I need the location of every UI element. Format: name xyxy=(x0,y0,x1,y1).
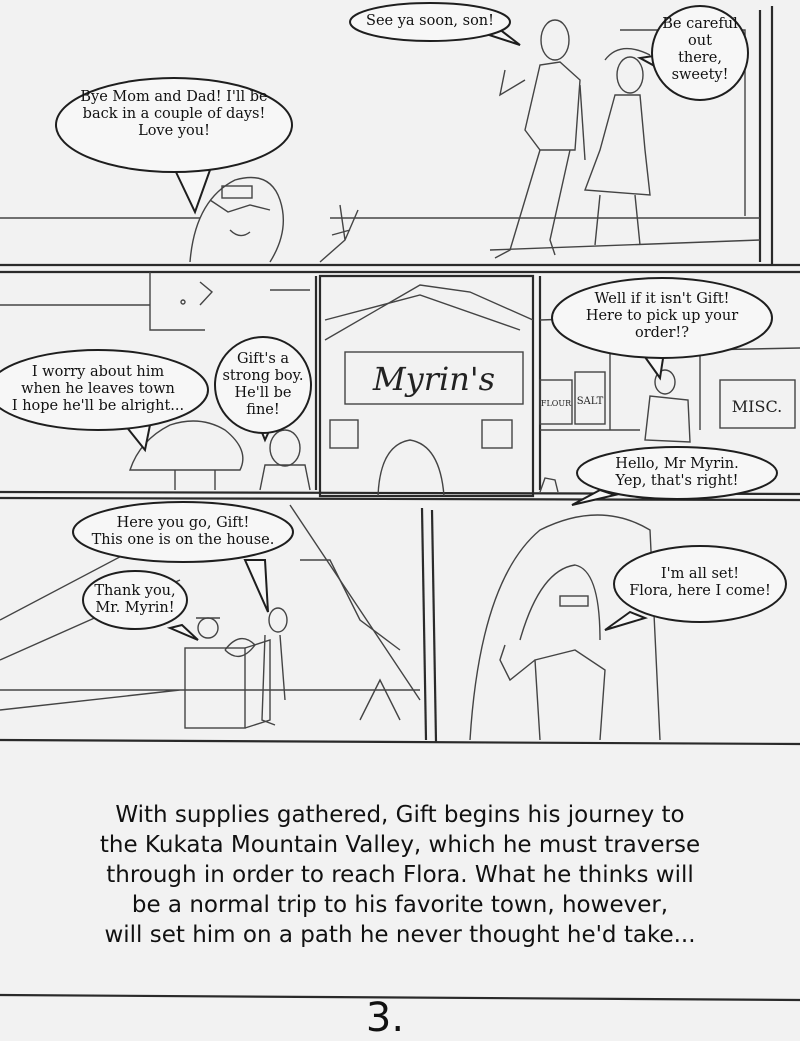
narration-caption: With supplies gathered, Gift begins his journey to the Kukata Mountain Valley, which he must traverse through in order to reach Flora. What he thinks will be a normal trip to his favorite town, however, will set him on a path he never thought he'd take... xyxy=(99,802,701,948)
p1-mom-speech: Be careful out there, sweety! xyxy=(662,16,738,83)
p1-dad-speech: See ya soon, son! xyxy=(366,13,494,29)
sack-flour-label: FLOUR xyxy=(540,399,572,408)
p4-myrin-speech: Well if it isn't Gift! Here to pick up your order!? xyxy=(585,291,739,341)
p4-gift-speech: Hello, Mr Myrin. Yep, that's right! xyxy=(615,456,739,489)
sack-salt-label: SALT xyxy=(576,396,604,407)
p2-dad-speech: Gift's a strong boy. He'll be fine! xyxy=(222,351,304,418)
misc-sign: MISC. xyxy=(731,397,783,416)
shop-sign: Myrin's xyxy=(372,360,496,398)
p1-gift-speech: Bye Mom and Dad! I'll be back in a couple of days! Love you! xyxy=(80,89,268,139)
p6-gift-speech: I'm all set! Flora, here I come! xyxy=(629,566,771,599)
page-number: 3. xyxy=(365,995,405,1041)
p5-gift-speech: Thank you, Mr. Myrin! xyxy=(94,583,176,616)
p5-myrin-speech: Here you go, Gift! This one is on the house. xyxy=(91,515,275,548)
p2-mom-speech: I worry about him when he leaves town I hope he'll be alright... xyxy=(11,364,185,414)
